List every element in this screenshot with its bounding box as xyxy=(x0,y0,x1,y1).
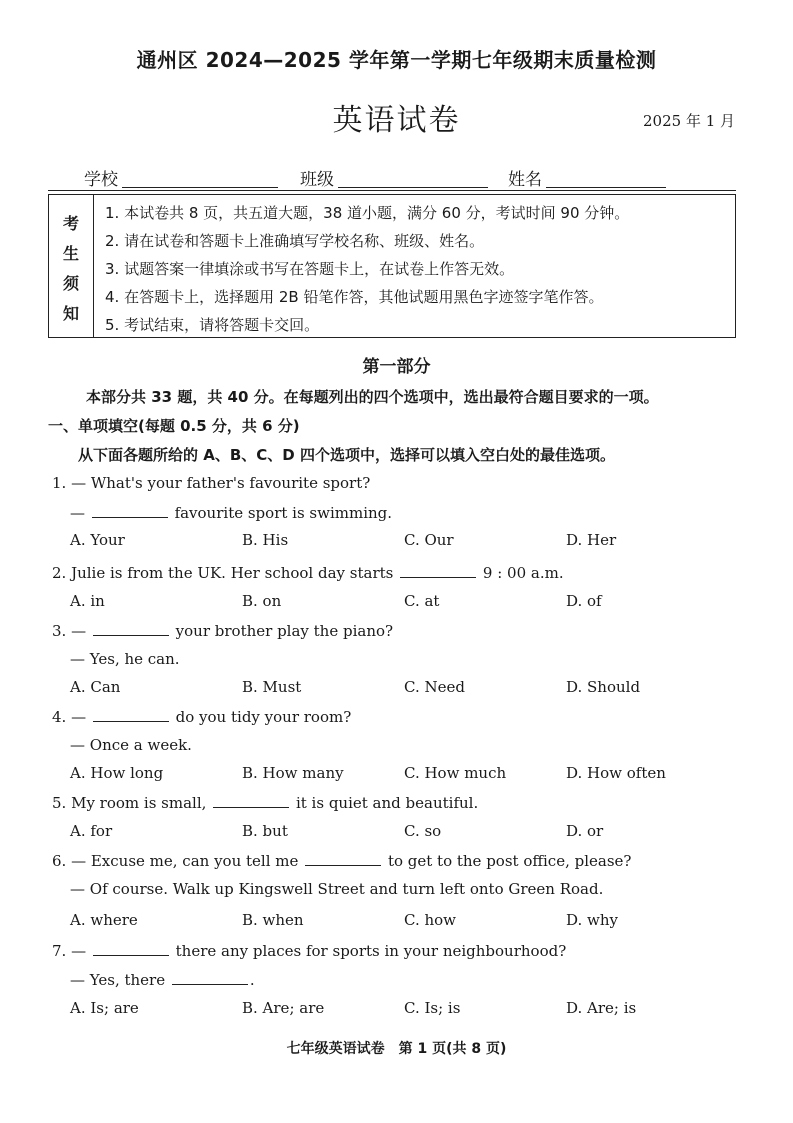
option-d[interactable]: D. or xyxy=(566,822,604,840)
notice-item: 4. 在答题卡上，选择题用 2B 铅笔作答，其他试题用黑色字迹签字笔作答。 xyxy=(105,288,604,306)
option-a[interactable]: A. where xyxy=(70,911,138,929)
question-text: — Yes, there xyxy=(70,971,166,989)
question-text: favourite sport is swimming. xyxy=(174,504,393,522)
option-a[interactable]: A. for xyxy=(70,822,113,840)
exam-title: 通州区 2024—2025 学年第一学期七年级期末质量检测 xyxy=(136,48,657,72)
question-line xyxy=(70,736,192,754)
question-text: . xyxy=(249,971,255,989)
question-text: — xyxy=(70,504,85,522)
notice-item: 1. 本试卷共 8 页，共五道大题，38 道小题，满分 60 分，考试时间 90 分钟。 xyxy=(105,204,630,222)
question-line xyxy=(70,880,603,898)
option-d[interactable]: D. Are; is xyxy=(566,999,637,1017)
part-title: 第一部分 xyxy=(362,357,431,377)
question-text: 2. Julie is from the UK. Her school day starts xyxy=(52,564,394,582)
question-line xyxy=(52,851,631,870)
option-c[interactable]: C. at xyxy=(404,592,440,610)
answer-blank[interactable] xyxy=(172,970,248,985)
option-d[interactable]: D. Her xyxy=(566,531,617,549)
header-divider xyxy=(48,190,736,191)
answer-blank[interactable] xyxy=(305,851,381,866)
question-text: — Once a week. xyxy=(70,736,192,754)
question-text: 7. — xyxy=(52,942,87,960)
notice-item: 2. 请在试卷和答题卡上准确填写学校名称、班级、姓名。 xyxy=(105,232,485,250)
name-field[interactable] xyxy=(546,187,666,188)
section-title: 一、单项填空(每题 0.5 分，共 6 分) xyxy=(48,417,300,435)
option-d[interactable]: D. of xyxy=(566,592,602,610)
answer-blank[interactable] xyxy=(213,793,289,808)
option-a[interactable]: A. Your xyxy=(70,531,125,549)
question-line xyxy=(70,970,255,989)
exam-subtitle: 英语试卷 xyxy=(332,103,461,138)
option-b[interactable]: B. when xyxy=(242,911,304,929)
question-line xyxy=(52,621,393,640)
option-b[interactable]: B. but xyxy=(242,822,288,840)
notice-item: 5. 考试结束，请将答题卡交回。 xyxy=(105,316,320,334)
option-b[interactable]: B. Are; are xyxy=(242,999,325,1017)
notice-heading-char: 知 xyxy=(62,304,79,323)
question-text: — Yes, he can. xyxy=(70,650,180,668)
question-line xyxy=(52,793,478,812)
notice-heading xyxy=(49,195,94,337)
question-line xyxy=(52,941,566,960)
question-text: 3. — xyxy=(52,622,87,640)
question-text: there any places for sports in your neighbourhood? xyxy=(175,942,567,960)
question-text: it is quiet and beautiful. xyxy=(295,794,479,812)
option-c[interactable]: C. how xyxy=(404,911,457,929)
question-text: 1. — What's your father's favourite sport? xyxy=(52,474,371,492)
option-d[interactable]: D. why xyxy=(566,911,619,929)
section-instruction: 从下面各题所给的 A、B、C、D 四个选项中，选择可以填入空白处的最佳选项。 xyxy=(78,446,615,464)
answer-blank[interactable] xyxy=(400,563,476,578)
option-b[interactable]: B. Must xyxy=(242,678,302,696)
question-text: 9 : 00 a.m. xyxy=(482,564,564,582)
question-line xyxy=(70,650,180,668)
answer-blank[interactable] xyxy=(93,707,169,722)
option-c[interactable]: C. Need xyxy=(404,678,465,696)
name-label: 姓名 xyxy=(508,170,542,190)
exam-date: 2025 年 1 月 xyxy=(643,112,736,130)
school-label: 学校 xyxy=(84,170,118,190)
page-footer: 七年级英语试卷 第 1 页(共 8 页) xyxy=(286,1041,507,1057)
option-a[interactable]: A. How long xyxy=(70,764,164,782)
notice-heading-char: 考 xyxy=(62,214,79,233)
answer-blank[interactable] xyxy=(93,941,169,956)
question-line xyxy=(52,474,370,492)
class-field[interactable] xyxy=(338,187,488,188)
option-c[interactable]: C. How much xyxy=(404,764,507,782)
option-c[interactable]: C. Is; is xyxy=(404,999,461,1017)
class-label: 班级 xyxy=(300,170,334,190)
option-a[interactable]: A. in xyxy=(70,592,105,610)
option-b[interactable]: B. His xyxy=(242,531,289,549)
school-field[interactable] xyxy=(122,187,278,188)
option-b[interactable]: B. How many xyxy=(242,764,344,782)
question-text: — Of course. Walk up Kingswell Street and turn left onto Green Road. xyxy=(70,880,604,898)
notice-item: 3. 试题答案一律填涂或书写在答题卡上，在试卷上作答无效。 xyxy=(105,260,515,278)
question-line xyxy=(52,707,351,726)
question-line xyxy=(52,563,564,582)
option-d[interactable]: D. Should xyxy=(566,678,641,696)
option-c[interactable]: C. Our xyxy=(404,531,454,549)
answer-blank[interactable] xyxy=(92,503,168,518)
question-text: your brother play the piano? xyxy=(175,622,394,640)
option-a[interactable]: A. Can xyxy=(70,678,121,696)
question-text: 6. — Excuse me, can you tell me xyxy=(52,852,299,870)
part-intro: 本部分共 33 题，共 40 分。在每题列出的四个选项中，选出最符合题目要求的一项。 xyxy=(86,388,659,406)
option-d[interactable]: D. How often xyxy=(566,764,666,782)
notice-heading-char: 生 xyxy=(62,244,79,263)
notice-heading-char: 须 xyxy=(62,274,79,293)
option-b[interactable]: B. on xyxy=(242,592,282,610)
notice-box xyxy=(48,194,736,338)
option-c[interactable]: C. so xyxy=(404,822,442,840)
option-a[interactable]: A. Is; are xyxy=(70,999,139,1017)
question-text: 5. My room is small, xyxy=(52,794,207,812)
question-text: do you tidy your room? xyxy=(175,708,352,726)
question-line xyxy=(70,503,392,522)
answer-blank[interactable] xyxy=(93,621,169,636)
question-text: to get to the post office, please? xyxy=(387,852,632,870)
question-text: 4. — xyxy=(52,708,87,726)
